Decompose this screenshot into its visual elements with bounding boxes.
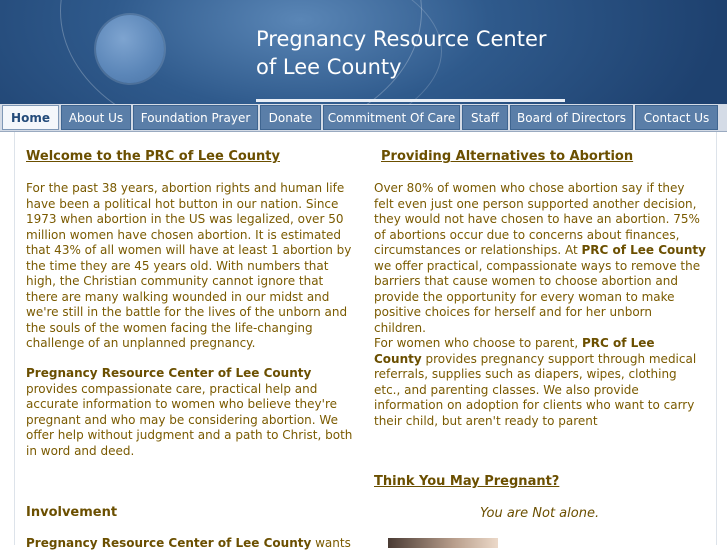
nav-tab-foundation-prayer[interactable]: Foundation Prayer bbox=[133, 105, 258, 130]
nav-tab-staff[interactable]: Staff bbox=[462, 105, 508, 130]
parenting-prc-bold: PRC of Lee County bbox=[374, 336, 655, 366]
nav-tab-about-us[interactable]: About Us bbox=[61, 105, 131, 130]
parenting-text-b: provides pregnancy support through medical referrals, supplies such as diapers, wipes, clothing etc., and parenting classes. We also provide information on adoption for clients who want to carry their child, but aren't ready to parent bbox=[374, 351, 697, 428]
prc-name-bold: Pregnancy Resource Center of Lee County bbox=[26, 366, 312, 380]
site-title[interactable] bbox=[256, 25, 547, 81]
prc-paragraph bbox=[26, 366, 358, 459]
site-title-line1: Pregnancy Resource Center bbox=[256, 27, 547, 51]
think-pregnant-heading: Think You May Pregnant? bbox=[374, 474, 560, 489]
involvement-heading: Involvement bbox=[26, 505, 118, 520]
parenting-text-a: For women who choose to parent, bbox=[374, 336, 582, 350]
alternatives-paragraph bbox=[374, 181, 706, 336]
nav-tab-contact-us[interactable]: Contact Us bbox=[635, 105, 718, 130]
logo-circle-icon bbox=[96, 15, 164, 83]
main-content bbox=[0, 132, 727, 550]
main-nav bbox=[0, 104, 727, 132]
welcome-paragraph: For the past 38 years, abortion rights and human life have been a political hot button in our nation. Since 1973 when abortion in the US was legalized, over 50 million women have chosen abortion. It is estimated that 43% of all women will have at least 1 abortion by the time they are 45 years old. With numbers that high, the Christian community cannot ignore that there are many walking wounded in our midst and we're still in the battle for the lives of the unborn and the souls of the women facing the life-changing challenge of an unplanned pregnancy. bbox=[26, 181, 352, 350]
involvement-name-bold: Pregnancy Resource Center of Lee County bbox=[26, 536, 312, 550]
welcome-heading: Welcome to the PRC of Lee County bbox=[26, 149, 280, 164]
nav-tab-donate[interactable]: Donate bbox=[260, 105, 321, 130]
title-underline bbox=[256, 99, 565, 102]
alternatives-prc-bold: PRC of Lee County bbox=[581, 243, 706, 257]
prc-paragraph-text: provides compassionate care, practical help and accurate information to women who believe they're pregnant and who may be considering abortion. We offer help without judgment and a path to Christ, both in word and deed. bbox=[26, 381, 353, 458]
woman-photo-image bbox=[388, 538, 498, 548]
site-title-line2: of Lee County bbox=[256, 55, 402, 79]
nav-tab-board-of-directors[interactable]: Board of Directors bbox=[510, 105, 633, 130]
parenting-paragraph bbox=[374, 336, 706, 429]
involvement-paragraph bbox=[26, 536, 358, 552]
alternatives-text-a: Over 80% of women who chose abortion say if they felt even just one person supported another decision, they would not have chosen to have an abortion. 75% of abortions occur due to concerns about finances, circumstances or relationships. At bbox=[374, 181, 700, 257]
nav-tab-commitment-of-care[interactable]: Commitment Of Care bbox=[323, 105, 460, 130]
nav-tab-home[interactable]: Home bbox=[2, 105, 59, 130]
site-header bbox=[0, 0, 727, 104]
alternatives-heading: Providing Alternatives to Abortion bbox=[381, 149, 634, 164]
not-alone-text: You are Not alone. bbox=[480, 506, 600, 521]
alternatives-text-b: we offer practical, compassionate ways to remove the barriers that cause women to choose abortion and provide the opportunity for every woman to make positive choices for herself and for her unborn children. bbox=[374, 258, 701, 335]
involvement-paragraph-text: wants bbox=[311, 536, 351, 550]
